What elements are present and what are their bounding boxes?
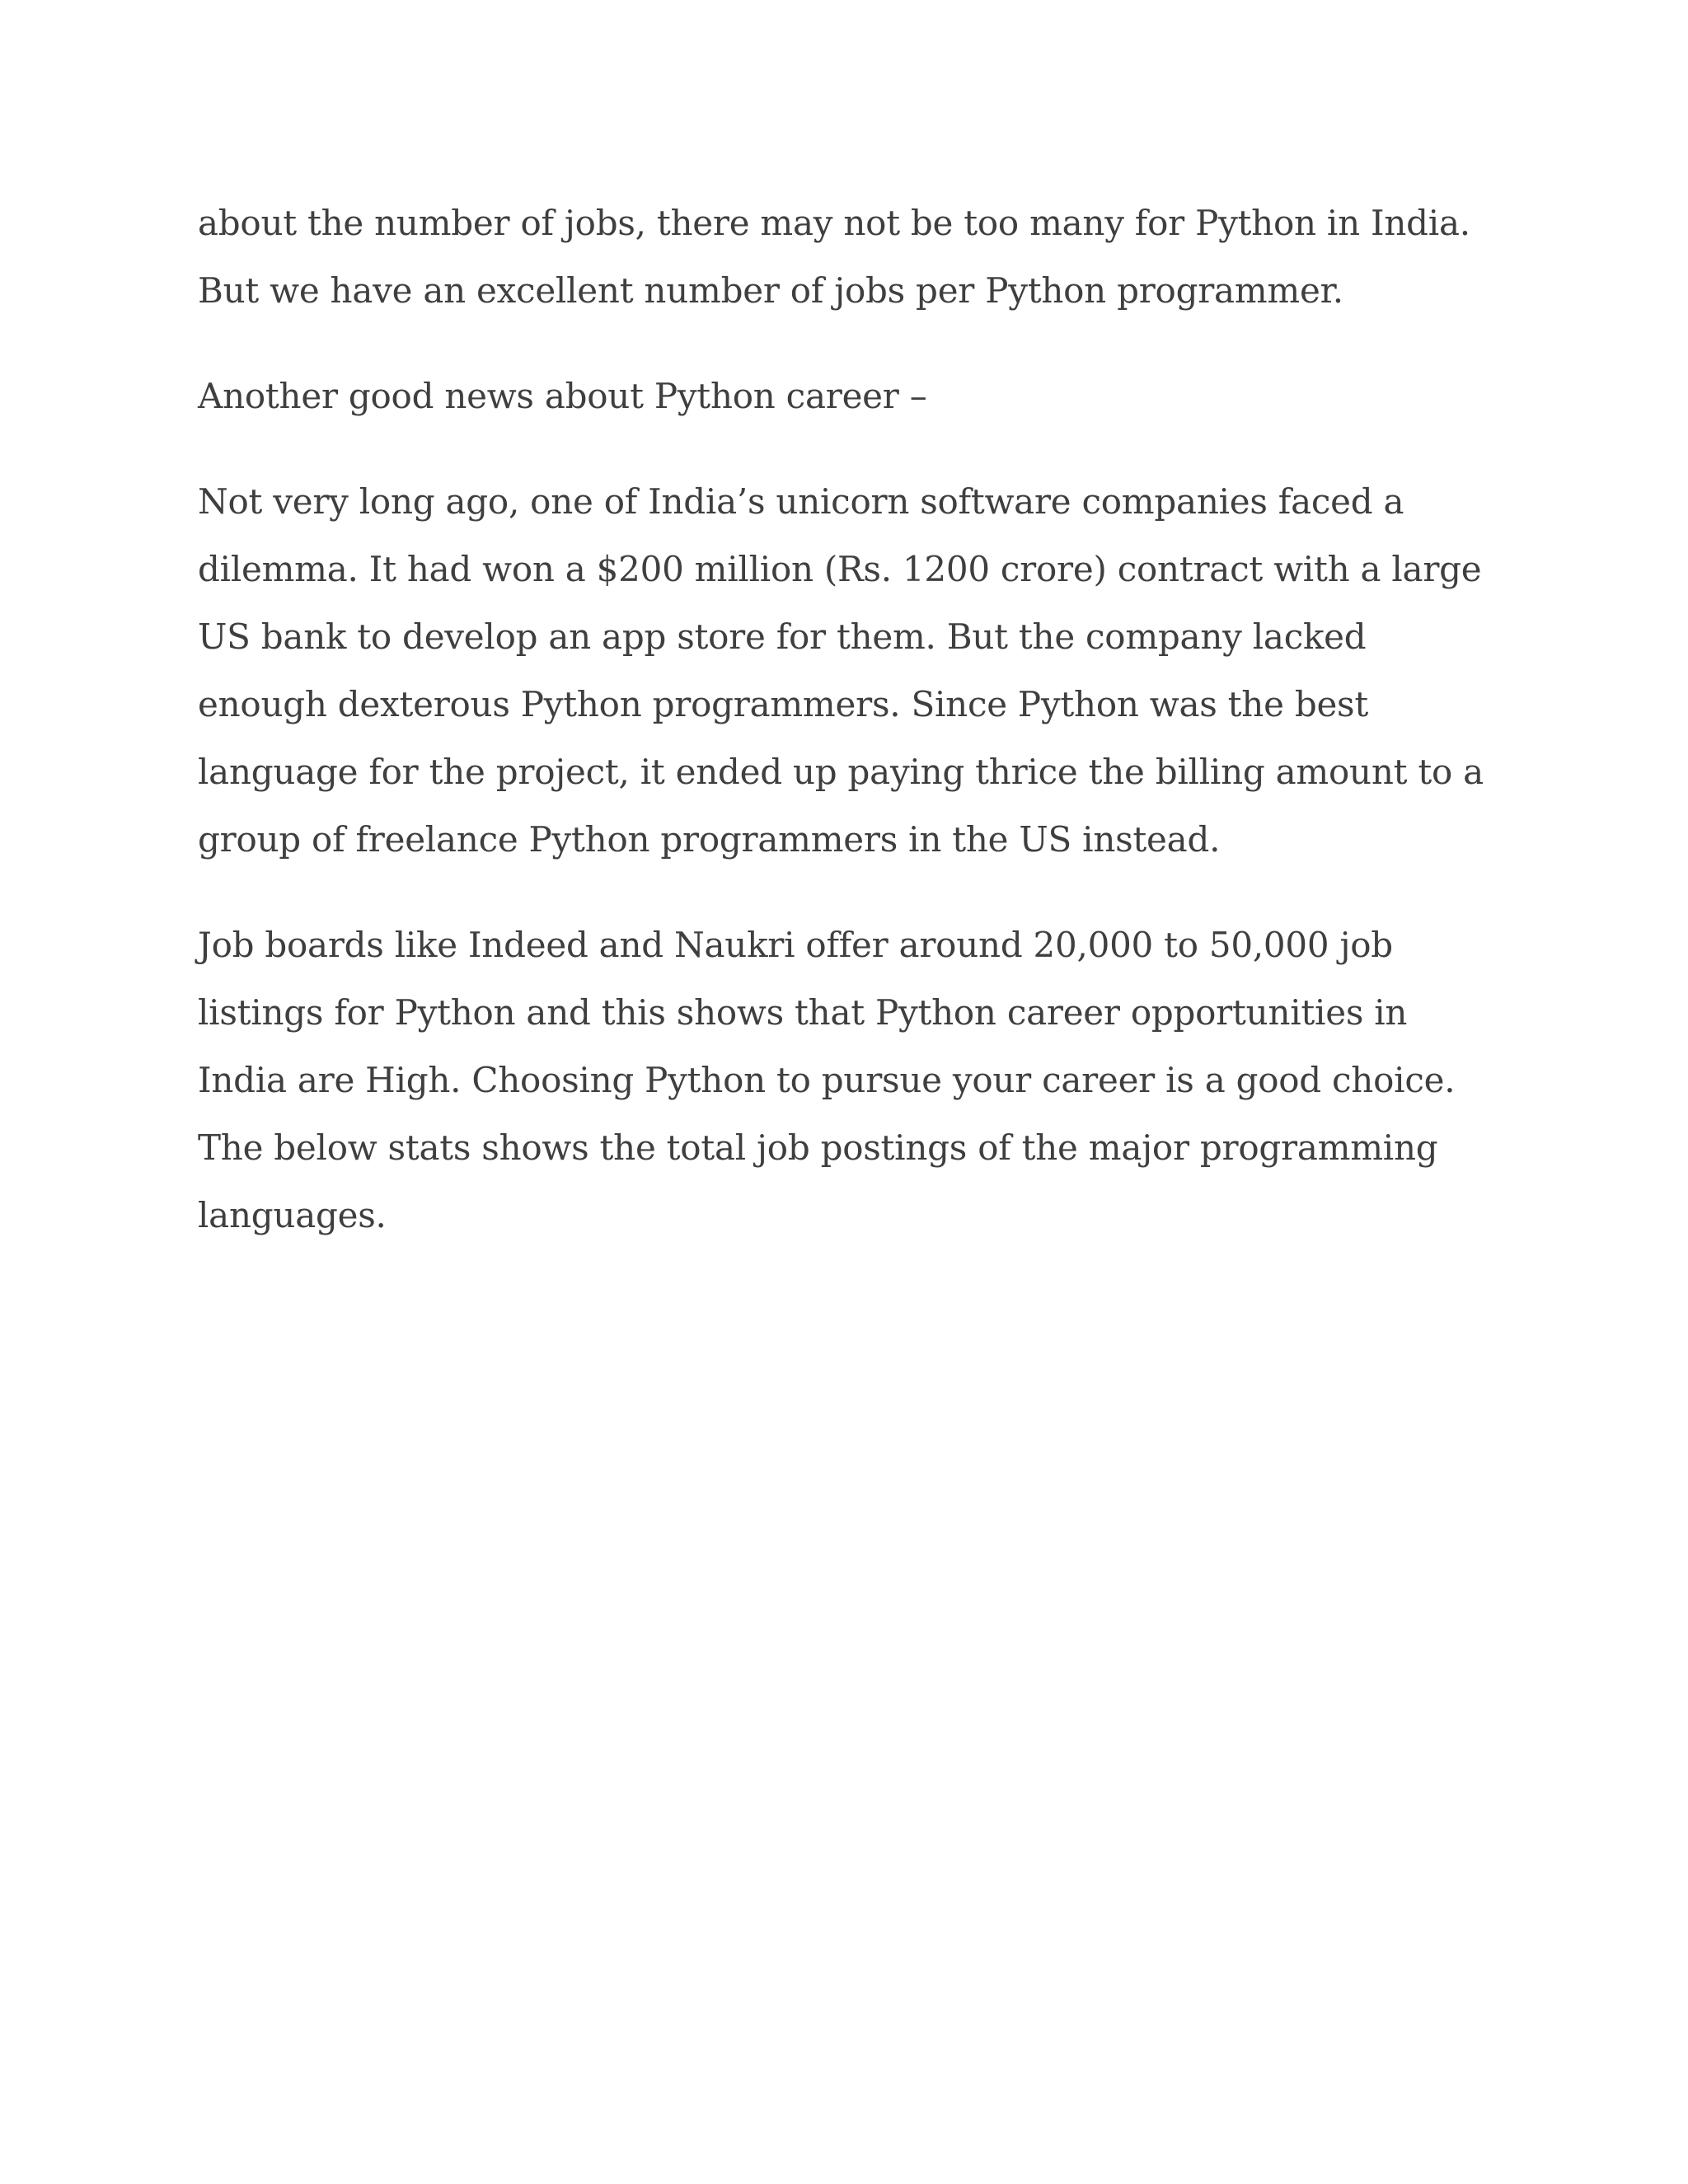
- paragraph-job-boards: Job boards like Indeed and Naukri offer around 20,000 to 50,000 job listings for Python and this shows that Python career opportunities in India are High. Choosing Python to pursue your career is a good choice. The below stats shows the total job postings of the major programming languages.: [198, 925, 1456, 1235]
- paragraph-unicorn-dilemma: Not very long ago, one of India’s unicorn software companies faced a dilemma. It had won a $200 million (Rs. 1200 crore) contract with a large US bank to develop an app store for them. But the company lacked enough dexterous Python programmers. Since Python was the best language for the project, it ended up paying thrice the billing amount to a group of freelance Python programmers in the US instead.: [198, 481, 1484, 860]
- paragraph-good-news: Another good news about Python career –: [198, 376, 927, 416]
- article-body: [198, 190, 1500, 1249]
- paragraph-jobs-per-programmer: about the number of jobs, there may not be too many for Python in India. But we have an excellent number of jobs per Python programmer.: [198, 203, 1470, 311]
